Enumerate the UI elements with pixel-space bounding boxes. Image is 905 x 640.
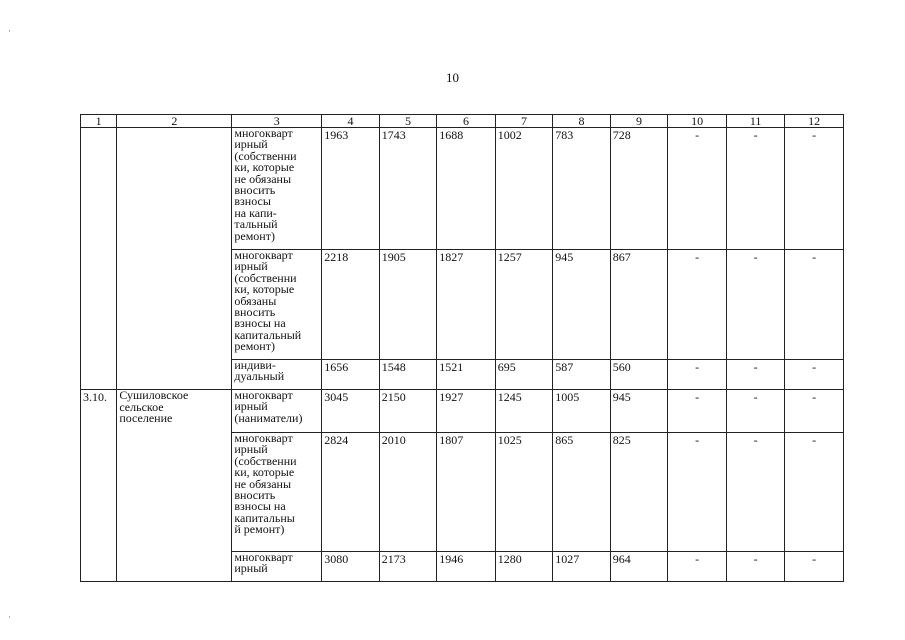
housing-type-cell: многокварт ирный [232,552,322,582]
value-cell: 1807 [437,433,496,552]
value-cell: 1005 [553,390,611,433]
value-cell: 783 [553,128,611,250]
value-cell: 3045 [322,390,380,433]
value-cell: 1827 [437,250,496,360]
value-cell: 2150 [379,390,437,433]
value-cell: 1548 [379,360,437,390]
housing-type-cell: индиви- дуальный [232,360,322,390]
value-cell: 867 [610,250,668,360]
value-cell: - [668,250,727,360]
value-cell: 1688 [437,128,496,250]
value-cell: - [785,128,844,250]
column-header: 2 [117,115,232,128]
value-cell: - [785,250,844,360]
value-cell: 825 [610,433,668,552]
value-cell: 865 [553,433,611,552]
value-cell: - [785,552,844,582]
value-cell: 560 [610,360,668,390]
value-cell: 2218 [322,250,380,360]
value-cell: - [668,552,727,582]
value-cell: - [668,433,727,552]
value-cell: 1027 [553,552,611,582]
value-cell: 964 [610,552,668,582]
value-cell: - [726,433,785,552]
value-cell: - [785,360,844,390]
row-code-cell [81,128,117,390]
value-cell: 1946 [437,552,496,582]
value-cell: 695 [495,360,553,390]
table-row [81,128,844,250]
value-cell: 945 [553,250,611,360]
value-cell: 728 [610,128,668,250]
housing-type-cell: многокварт ирный (собственни ки, которые не обязаны вносить взносы на капи- тальный ремонт) [232,128,322,250]
row-code-cell: 3.10. [81,390,117,582]
column-header: 8 [553,115,611,128]
value-cell: 1257 [495,250,553,360]
housing-type-cell: многокварт ирный (наниматели) [232,390,322,433]
column-header: 5 [379,115,437,128]
value-cell: 2010 [379,433,437,552]
value-cell: 3080 [322,552,380,582]
value-cell: - [726,128,785,250]
value-cell: - [668,128,727,250]
value-cell: 1905 [379,250,437,360]
value-cell: 1963 [322,128,380,250]
value-cell: 1656 [322,360,380,390]
value-cell: - [726,552,785,582]
settlement-name-cell [117,128,232,390]
value-cell: 1245 [495,390,553,433]
column-header: 9 [610,115,668,128]
page-number: 10 [446,70,459,85]
value-cell: 2824 [322,433,380,552]
column-header: 4 [322,115,380,128]
value-cell: - [726,390,785,433]
housing-type-cell: многокварт ирный (собственни ки, которые не обязаны вносить взносы на капитальны й ремонт) [232,433,322,552]
column-header: 12 [785,115,844,128]
value-cell: - [726,250,785,360]
settlement-name-cell: Сушиловское сельское поселение [117,390,232,582]
value-cell: 1025 [495,433,553,552]
housing-type-cell: многокварт ирный (собственни ки, которые обязаны вносить взносы на капитальный ремонт) [232,250,322,360]
value-cell: - [785,433,844,552]
value-cell: - [668,390,727,433]
value-cell: 587 [553,360,611,390]
column-header: 1 [81,115,117,128]
value-cell: 2173 [379,552,437,582]
column-header: 11 [726,115,785,128]
value-cell: - [668,360,727,390]
scan-mark: · [8,26,11,36]
value-cell: 1521 [437,360,496,390]
value-cell: 1743 [379,128,437,250]
scan-mark: · [8,612,11,622]
column-header: 10 [668,115,727,128]
column-header: 6 [437,115,496,128]
value-cell: 1280 [495,552,553,582]
value-cell: 945 [610,390,668,433]
header-row [81,115,844,128]
value-cell: - [726,360,785,390]
value-cell: 1927 [437,390,496,433]
column-header: 3 [232,115,322,128]
value-cell: 1002 [495,128,553,250]
table-row [81,390,844,433]
value-cell: - [785,390,844,433]
tariff-table [80,114,844,582]
column-header: 7 [495,115,553,128]
